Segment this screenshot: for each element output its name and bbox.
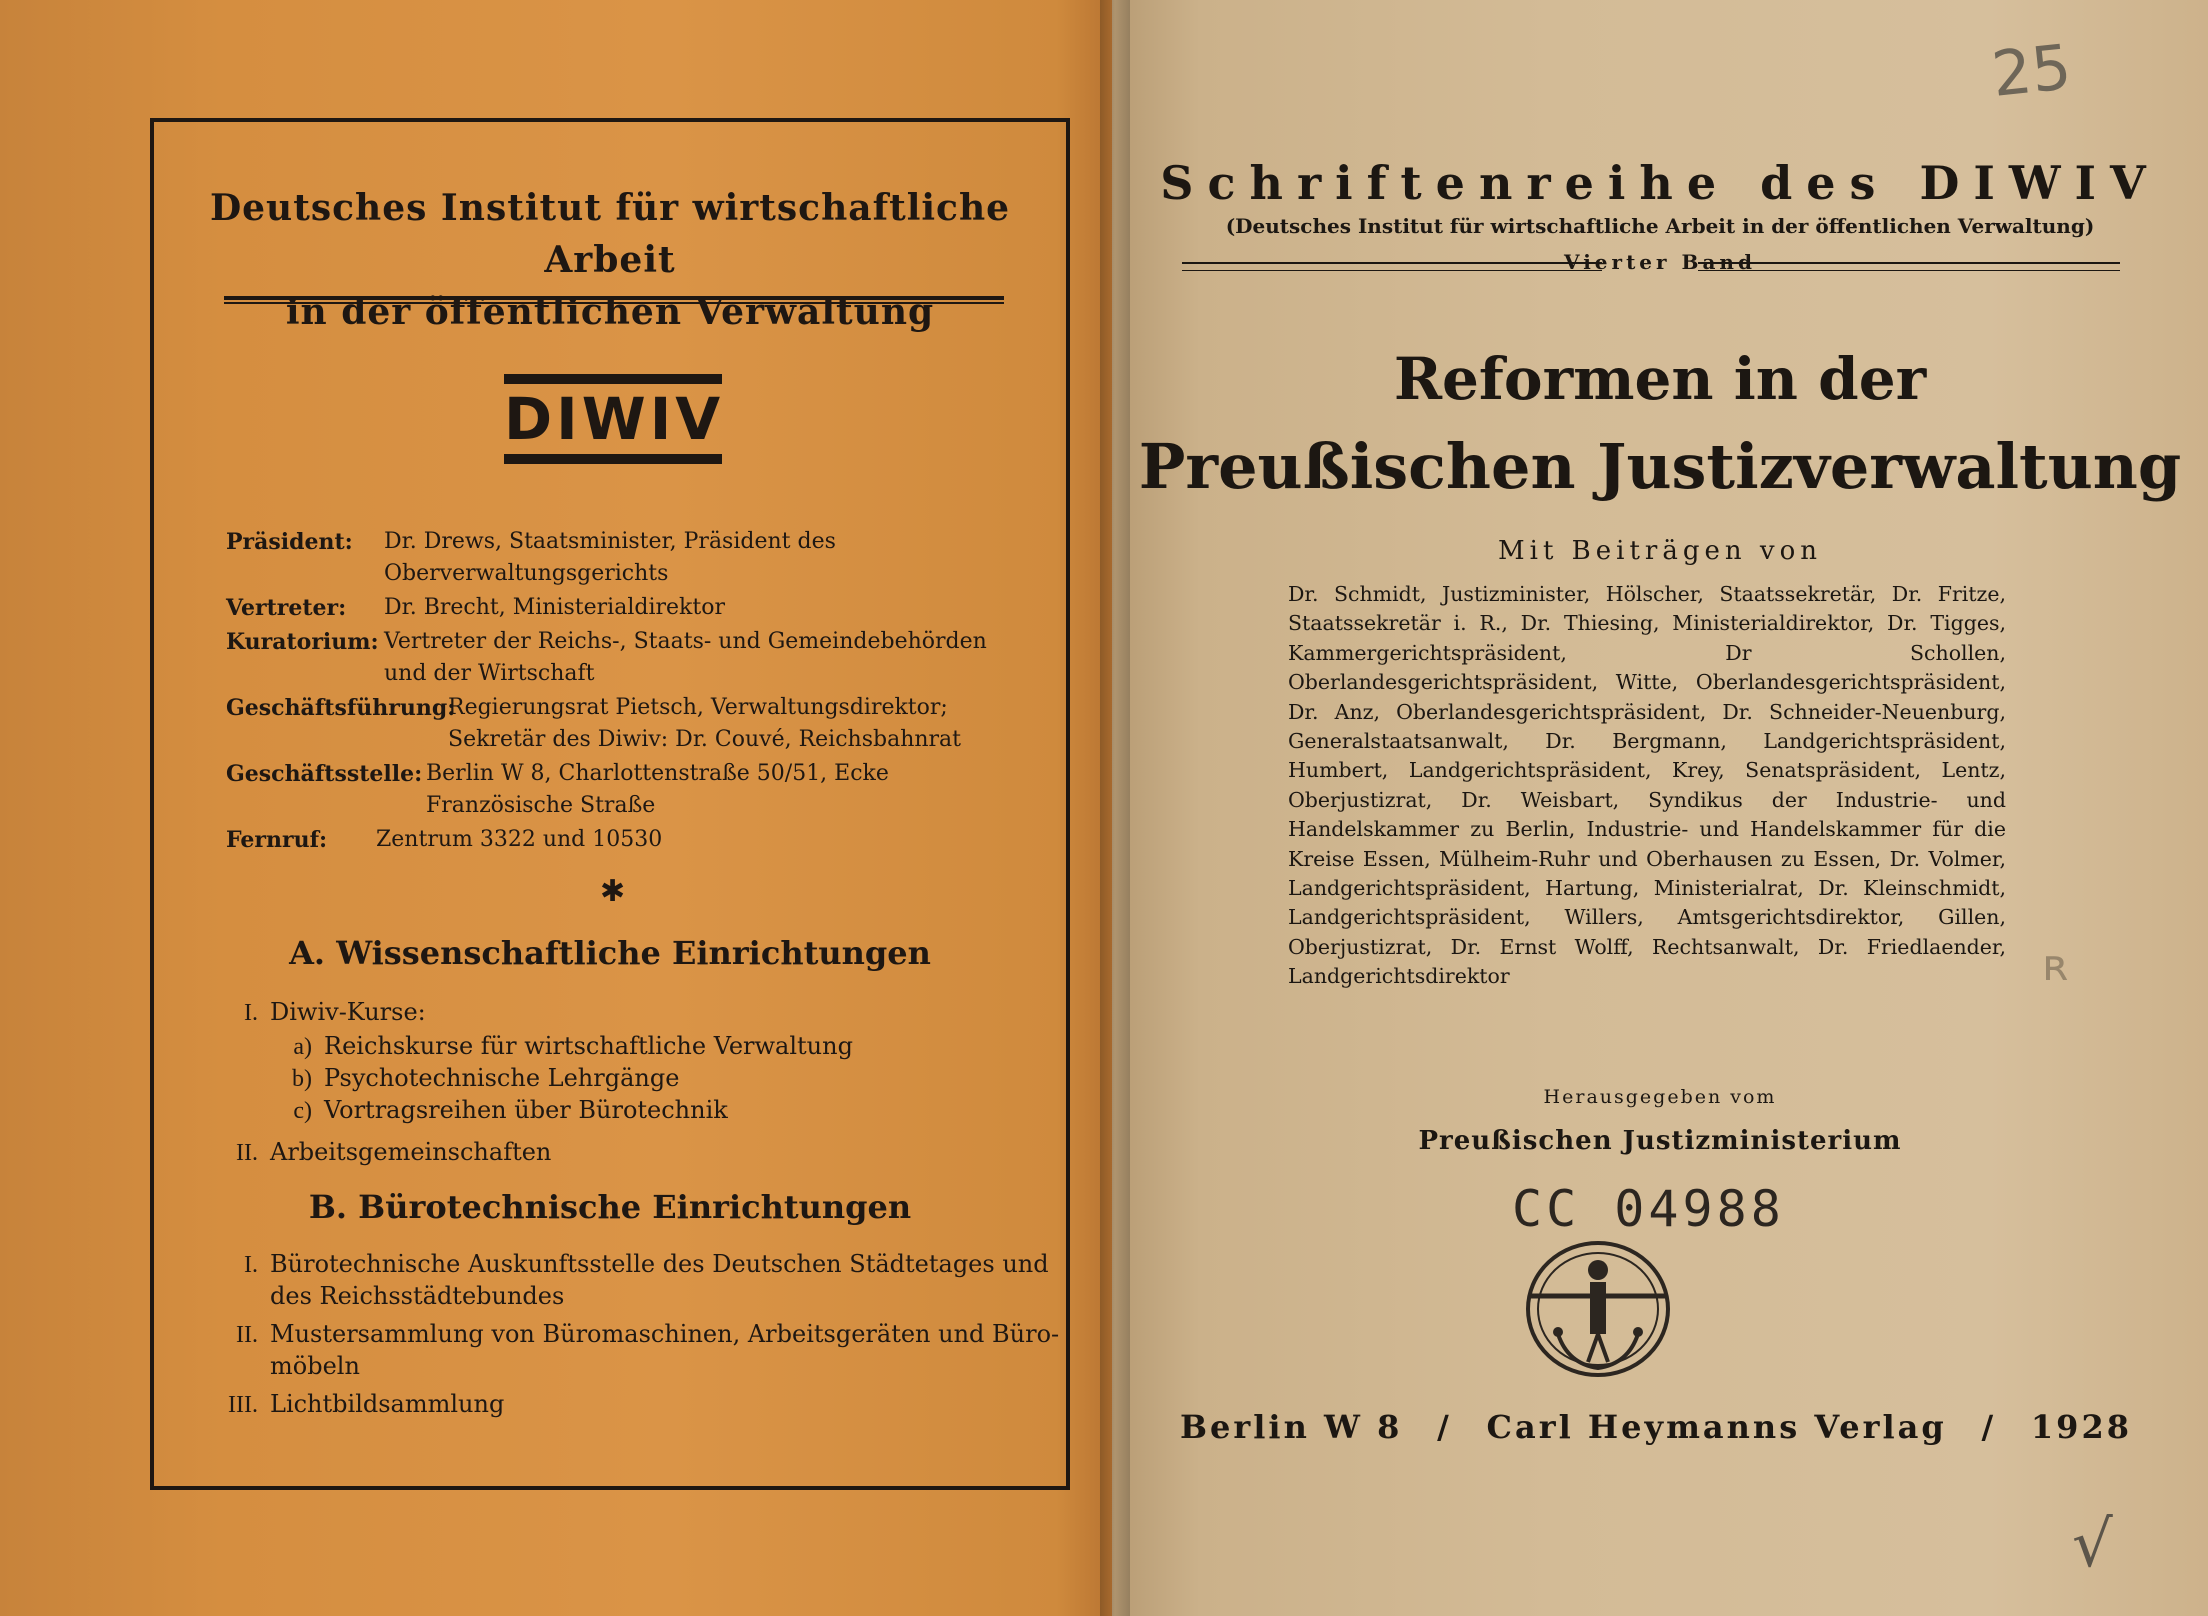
series-title: Schriftenreihe des DIWIV <box>1160 156 2160 210</box>
imprint-city: Berlin W 8 <box>1180 1408 1403 1446</box>
info-value: Dr. Brecht, Ministerialdirektor <box>384 595 725 620</box>
right-page-title <box>1112 0 2208 1616</box>
info-board <box>226 626 1006 690</box>
info-label: Fernruf: <box>226 827 328 853</box>
book-title-line-1: Reformen in der <box>1393 345 1927 413</box>
imprint-separator: / <box>1981 1408 1997 1446</box>
info-value: Vertreter der Reichs-, Staats- und Gemeindebehörden und der Wirtschaft <box>384 629 987 686</box>
list-item: II. Mustersammlung von Büromaschinen, Arbeitsgeräten und Büro- <box>236 1320 1060 1348</box>
list-item: a) Reichskurse für wirtschaftliche Verwaltung <box>293 1032 853 1060</box>
imprint-publisher: Carl Heymanns Verlag <box>1486 1408 1947 1446</box>
info-value: Regierungsrat Pietsch, Verwaltungsdirektor; Sekretär des Diwiv: Dr. Couvé, Reichsbahnrat <box>448 695 962 752</box>
info-label: Geschäftsstelle: <box>226 761 423 787</box>
diwiv-logo <box>504 374 725 464</box>
imprint-line <box>1180 1408 2132 1446</box>
list-item: II. Arbeitsgemeinschaften <box>236 1138 552 1166</box>
info-value: Berlin W 8, Charlottenstraße 50/51, Ecke Französische Straße <box>426 761 889 818</box>
cover-frame <box>150 118 1070 1490</box>
info-label: Vertreter: <box>226 595 347 621</box>
section-a-heading: A. Wissenschaftliche Einrichtungen <box>289 934 931 972</box>
info-label: Präsident: <box>226 529 353 555</box>
faint-pencil-mark: ʀ <box>2042 940 2069 991</box>
info-label: Kuratorium: <box>226 629 379 655</box>
info-president <box>226 526 1006 590</box>
imprint-year: 1928 <box>2030 1408 2132 1446</box>
series-subtitle: (Deutsches Institut für wirtschaftliche Arbeit in der öffentlichen Verwaltung) <box>1225 214 2095 238</box>
list-item-continuation: möbeln <box>270 1352 360 1380</box>
title-rule <box>224 296 1004 304</box>
section-b-heading: B. Bürotechnische Einrichtungen <box>308 1188 912 1226</box>
info-label: Geschäftsführung: <box>226 695 456 721</box>
book-spine-shadow <box>1100 0 1130 1616</box>
star-separator: ✱ <box>600 874 626 909</box>
volume-label: Vierter Band <box>1564 250 1756 274</box>
pencil-page-number: 25 <box>1988 30 2075 111</box>
library-stamp-number: CC 04988 <box>1512 1180 1785 1238</box>
institute-title <box>154 182 1066 338</box>
publisher-ministry: Preußischen Justizministerium <box>1418 1126 1902 1156</box>
contributions-heading: Mit Beiträgen von <box>1498 536 1822 566</box>
info-office <box>226 758 1006 822</box>
info-phone <box>226 824 1006 856</box>
list-item-continuation: des Reichsstädtebundes <box>270 1282 565 1310</box>
list-item: I. Bürotechnische Auskunftsstelle des Deutschen Städtetages und <box>244 1250 1049 1278</box>
list-item: c) Vortragsreihen über Bürotechnik <box>293 1096 728 1124</box>
book-title-line-2: Preußischen Justizverwaltung <box>1138 430 2182 503</box>
contributors-list: Dr. Schmidt, Justizminister, Hölscher, Staatssekretär, Dr. Fritze, Staatssekretär i. R., Dr. Thiesing, Ministerialdirektor, Dr. Tigges, Kammergerichtspräsident, Dr Schollen, Oberlandesgerichtspräsident, Witte, Oberlandesgerichtspräsident, Dr. Anz, Oberlandesgerichtspräsident, Dr. Schneider-Neuenburg, Generalstaatsanwalt, Dr. Bergmann, Landgerichtspräsident, Humbert, Landgerichtspräsident, Krey, Senatspräsident, Lentz, Oberjustizrat, Dr. Weisbart, Syndikus der Industrie- und Handelskammer zu Berlin, Industrie- und Handelskammer für die Kreise Essen, Mülheim-Ruhr und Oberhausen zu Essen, Dr. Volmer, Landgerichtspräsident, Hartung, Ministerialrat, Dr. Kleinschmidt, Landgerichtspräsident, Willers, Amtsgerichtsdirektor, Gillen, Oberjustizrat, Dr. Ernst Wolff, Rechtsanwalt, Dr. Friedlaender, Landgerichtsdirektor <box>1288 582 2006 989</box>
list-item: III. Lichtbildsammlung <box>228 1390 505 1418</box>
list-item: b) Psychotechnische Lehrgänge <box>292 1064 680 1092</box>
info-value: Dr. Drews, Staatsminister, Präsident des Oberverwaltungsgerichts <box>384 529 836 586</box>
list-item: I. Diwiv-Kurse: <box>244 998 426 1026</box>
institute-title-line-1: Deutsches Institut für wirtschaftliche Arbeit <box>209 187 1011 281</box>
info-management <box>226 692 1006 756</box>
volume-rule-right <box>1698 262 2120 271</box>
pencil-check-mark: √ <box>2072 1508 2113 1582</box>
imprint-separator: / <box>1437 1408 1452 1446</box>
editor-note: Herausgegeben vom <box>1543 1086 1777 1108</box>
library-seal-stamp <box>1508 1234 1688 1384</box>
institute-title-line-2: in der öffentlichen Verwaltung <box>285 291 935 333</box>
info-value: Zentrum 3322 und 10530 <box>376 827 663 852</box>
logo-text: DIWIV <box>504 385 725 453</box>
info-deputy <box>226 592 1006 624</box>
